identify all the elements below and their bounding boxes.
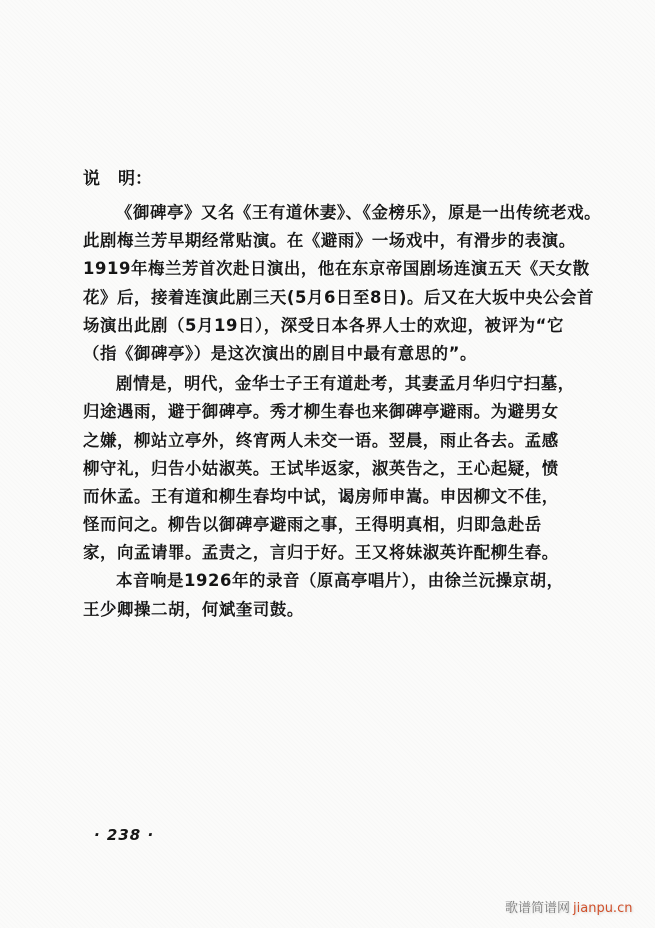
body-text bbox=[83, 199, 602, 624]
paragraph-2-line-1: 剧情是，明代，金华士子王有道赴考，其妻孟月华归宁扫墓， bbox=[116, 374, 575, 394]
paragraph-1-line-6: （指《御碑亭》）是这次演出的剧目中最有意思的”。 bbox=[83, 343, 477, 363]
paragraph-1-line-5: 场演出此剧（5月19日），深受日本各界人士的欢迎，被评为“它 bbox=[83, 315, 564, 335]
paragraph-2-line-3: 之嫌，柳站立亭外，终宵两人未交一语。翌晨，雨止各去。孟感 bbox=[83, 430, 559, 450]
paragraph-3-line-2: 王少卿操二胡，何斌奎司鼓。 bbox=[83, 599, 304, 619]
page-number: · 238 · bbox=[94, 826, 155, 844]
watermark-site-name: 歌谱简谱网 bbox=[505, 901, 571, 916]
heading-char-2: 明： bbox=[118, 169, 152, 189]
paragraph-2-line-7: 家，向孟请罪。孟责之，言归于好。王又将妹淑英许配柳生春。 bbox=[83, 543, 559, 563]
paragraph-1-line-1: 《御碑亭》又名《王有道休妻》、《金榜乐》，原是一出传统老戏。 bbox=[116, 203, 602, 222]
site-watermark bbox=[505, 897, 632, 916]
paragraph-2-line-5: 而休孟。王有道和柳生春均中试，谒房师申嵩。申因柳文不佳， bbox=[83, 486, 559, 506]
paragraph-1-line-2: 此剧梅兰芳早期经常贴演。在《避雨》一场戏中，有滑步的表演。 bbox=[83, 231, 576, 251]
heading-char-1: 说 bbox=[83, 169, 100, 189]
paragraph-3-line-1: 本音响是1926年的录音（原高亭唱片），由徐兰沅操京胡， bbox=[116, 571, 564, 591]
paragraph-2-line-2: 归途遇雨，避于御碑亭。秀才柳生春也来御碑亭避雨。为避男女 bbox=[83, 402, 559, 422]
paragraph-1-line-4: 花》后，接着连演此剧三天(5月6日至8日)。后又在大坂中央公会首 bbox=[83, 287, 594, 307]
watermark-url: jianpu.cn bbox=[573, 901, 633, 916]
section-heading bbox=[83, 164, 152, 189]
paragraph-2-line-4: 柳守礼，归告小姑淑英。王试毕返家，淑英告之，王心起疑，愤 bbox=[83, 458, 559, 478]
paragraph-2-line-6: 怪而问之。柳告以御碑亭避雨之事，王得明真相，归即急赴岳 bbox=[83, 515, 542, 535]
paragraph-1-line-3: 1919年梅兰芳首次赴日演出，他在东京帝国剧场连演五天《天女散 bbox=[83, 259, 590, 279]
